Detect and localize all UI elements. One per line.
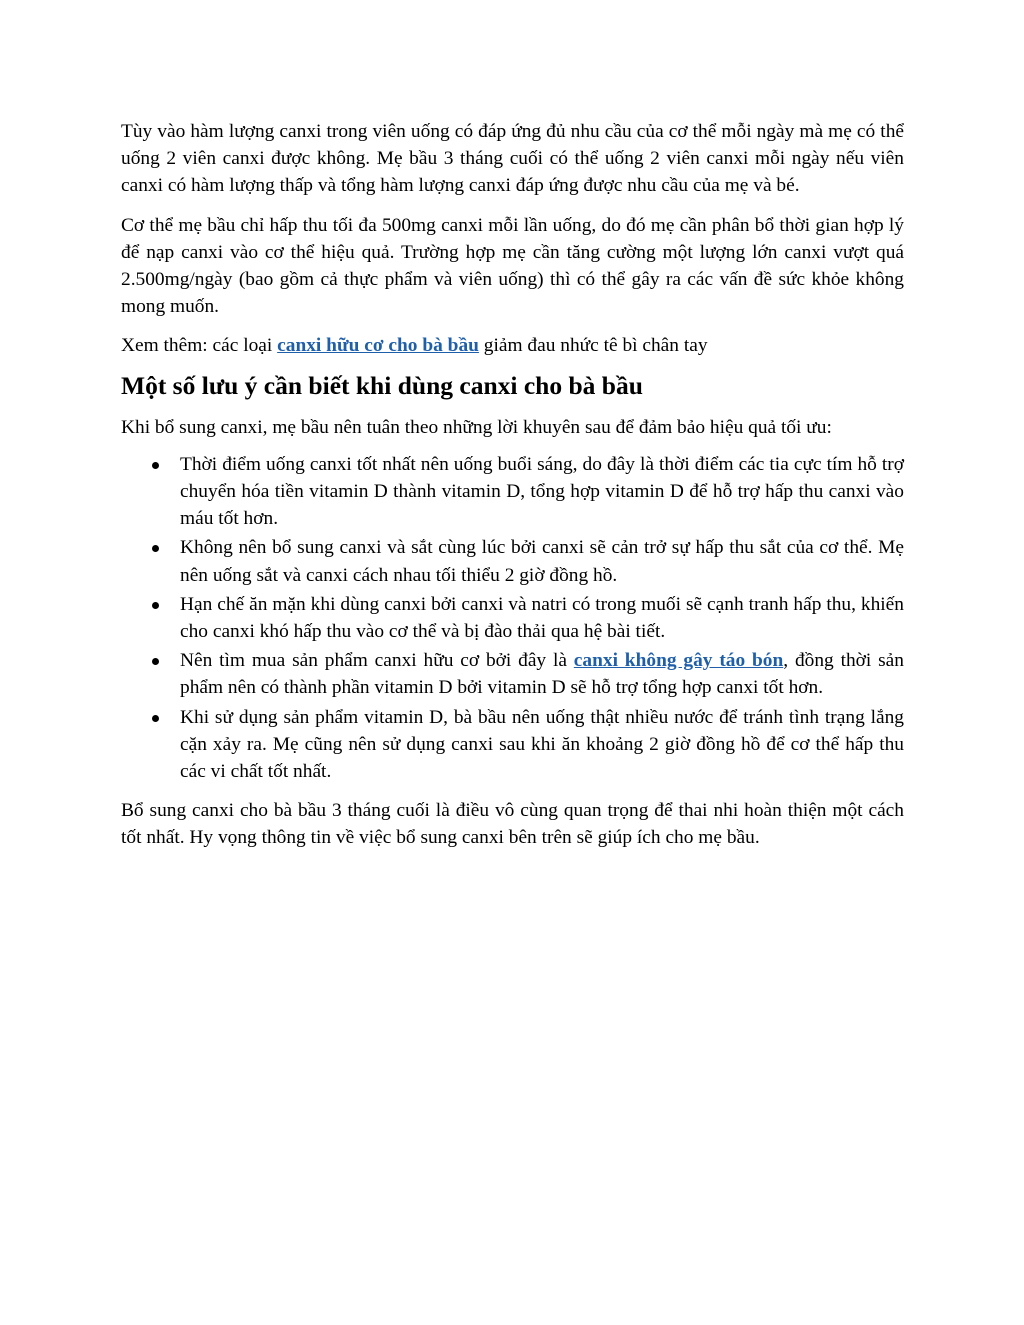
list-item — [121, 534, 904, 588]
tip-text: Khi sử dụng sản phẩm vitamin D, bà bầu nên uống thật nhiều nước để tránh tình trạng lắng cặn xảy ra. Mẹ cũng nên sử dụng canxi sau khi ăn khoảng 2 giờ đồng hồ để cơ thể hấp thu các vi chất tốt nhất. — [180, 706, 904, 783]
tip-text: Không nên bổ sung canxi và sắt cùng lúc bởi canxi sẽ cản trở sự hấp thu sắt của cơ thể. Mẹ nên uống sắt và canxi cách nhau tối thiểu 2 giờ đồng hồ. — [180, 537, 904, 586]
list-item — [121, 704, 904, 786]
see-also-suffix: giảm đau nhức tê bì chân tay — [478, 335, 708, 357]
list-item — [121, 451, 904, 533]
tip-text-prefix: Nên tìm mua sản phẩm canxi hữu cơ bởi đây là — [180, 650, 574, 672]
document-page — [121, 118, 904, 852]
paragraph-see-also — [121, 332, 904, 359]
paragraph-dosage: Tùy vào hàm lượng canxi trong viên uống có đáp ứng đủ nhu cầu của cơ thể mỗi ngày mà mẹ có thể uống 2 viên canxi được không. Mẹ bầu 3 tháng cuối có thể uống 2 viên canxi mỗi ngày nếu viên canxi có hàm lượng thấp và tổng hàm lượng canxi đáp ứng được nhu cầu của mẹ và bé. — [121, 121, 904, 197]
link-organic-calcium[interactable]: canxi hữu cơ cho bà bầu — [277, 335, 479, 357]
see-also-prefix: Xem thêm: các loại — [121, 335, 278, 357]
link-non-constipating-calcium[interactable]: canxi không gây táo bón — [573, 650, 784, 672]
list-item — [121, 591, 904, 645]
section-intro: Khi bổ sung canxi, mẹ bầu nên tuân theo những lời khuyên sau để đảm bảo hiệu quả tối ưu: — [121, 416, 832, 438]
bullet-icon — [152, 545, 159, 552]
tip-text: Hạn chế ăn mặn khi dùng canxi bởi canxi và natri có trong muối sẽ cạnh tranh hấp thu, khiến cho canxi khó hấp thu vào cơ thể và bị đào thải qua hệ bài tiết. — [180, 593, 904, 643]
bullet-icon — [152, 602, 159, 609]
bullet-icon — [152, 658, 159, 665]
bullet-icon — [152, 715, 159, 722]
tip-text-suffix: , đồng thời sản phẩm nên có thành phần vitamin D bởi vitamin D sẽ hỗ trợ tổng hợp canxi tốt hơn. — [180, 650, 904, 699]
tips-list — [121, 451, 904, 785]
list-item — [121, 647, 904, 701]
paragraph-absorption: Cơ thể mẹ bầu chỉ hấp thu tối đa 500mg canxi mỗi lần uống, do đó mẹ cần phân bổ thời gian hợp lý để nạp canxi vào cơ thể hiệu quả. Trường hợp mẹ cần tăng cường một lượng lớn canxi vượt quá 2.500mg/ngày (bao gồm cả thực phẩm và viên uống) thì có thể gây ra các vấn đề sức khỏe không mong muốn. — [121, 214, 904, 318]
paragraph-conclusion: Bổ sung canxi cho bà bầu 3 tháng cuối là điều vô cùng quan trọng để thai nhi hoàn thiện một cách tốt nhất. Hy vọng thông tin về việc bổ sung canxi bên trên sẽ giúp ích cho mẹ bầu. — [121, 800, 904, 849]
bullet-icon — [152, 462, 159, 469]
section-heading: Một số lưu ý cần biết khi dùng canxi cho bà bầu — [121, 370, 643, 400]
tip-text: Thời điểm uống canxi tốt nhất nên uống buổi sáng, do đây là thời điểm các tia cực tím hỗ trợ chuyển hóa tiền vitamin D thành vitamin D, tổng hợp vitamin D để hỗ trợ hấp thu canxi vào máu tốt hơn. — [180, 453, 904, 530]
